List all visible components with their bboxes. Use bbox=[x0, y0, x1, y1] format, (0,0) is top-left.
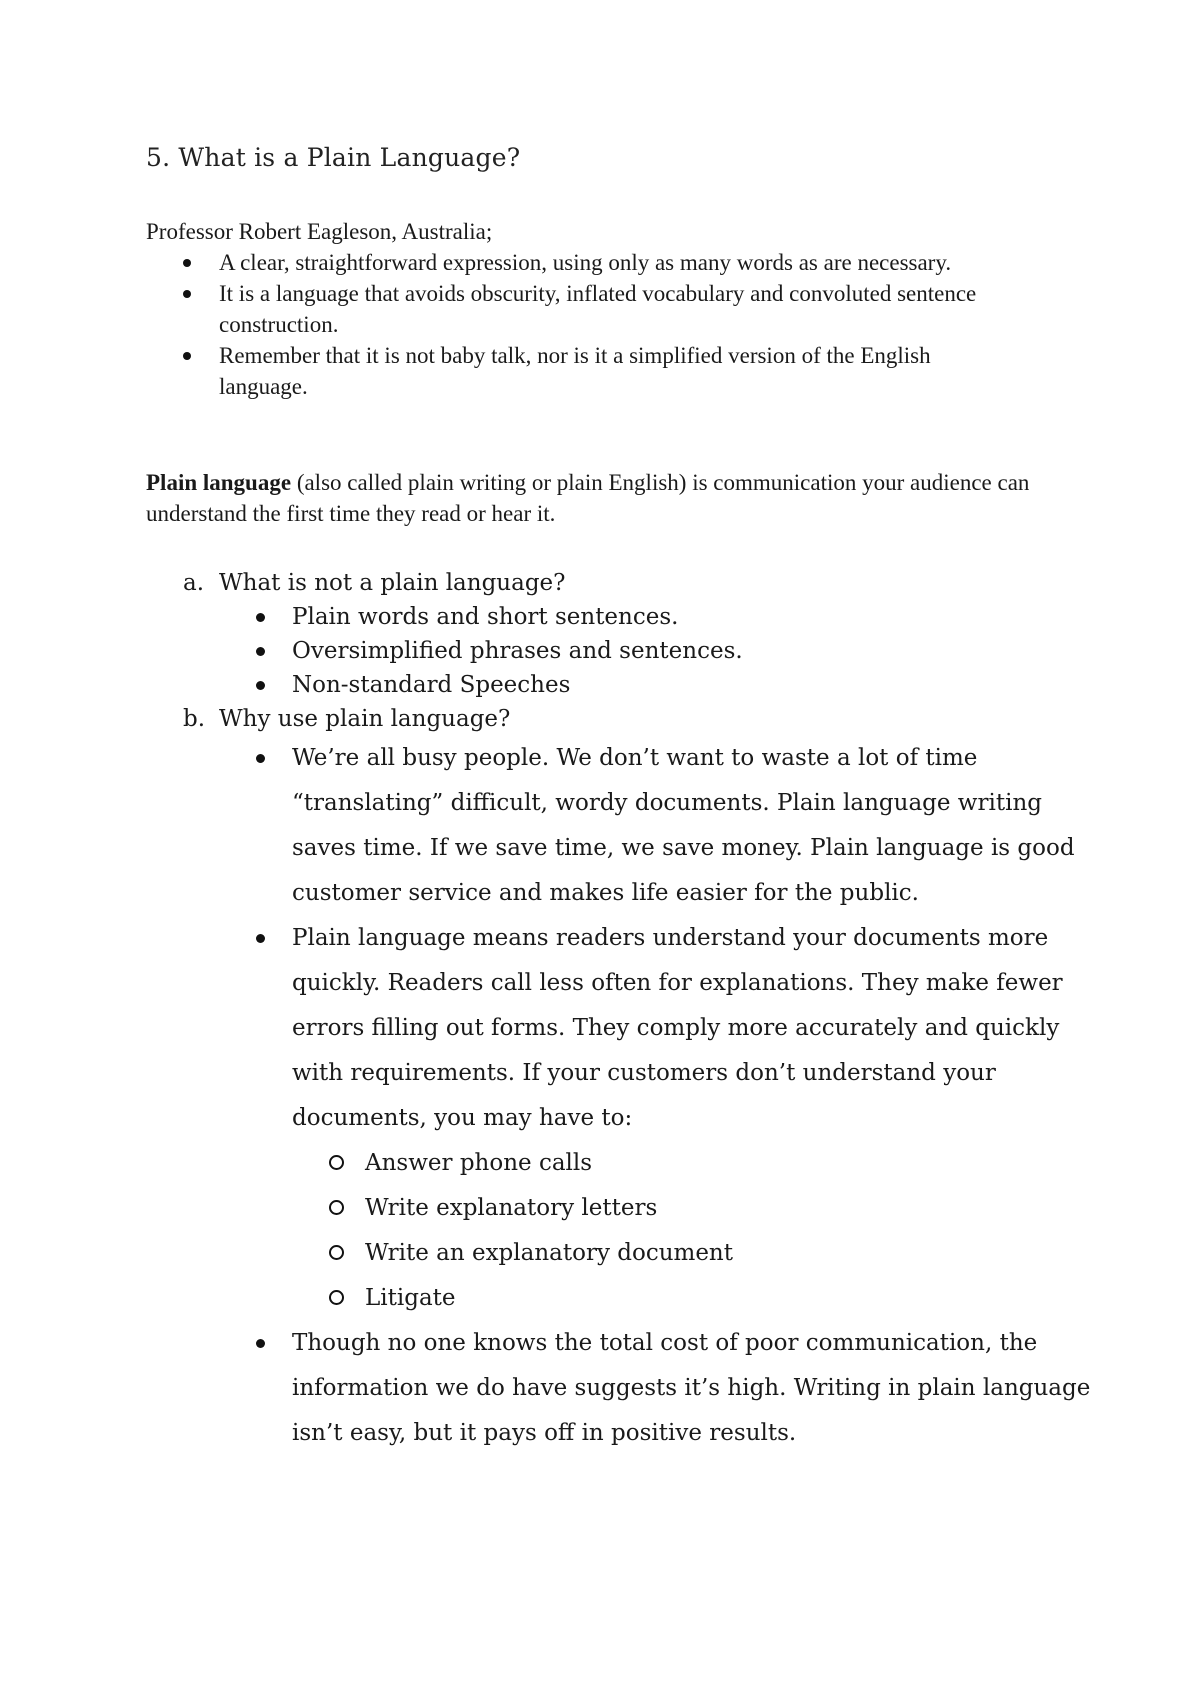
list-item-text: Plain words and short sentences. bbox=[292, 604, 679, 630]
circle-bullet-icon bbox=[329, 1290, 344, 1305]
bullet-icon bbox=[256, 647, 265, 656]
list-marker: b. bbox=[183, 706, 206, 732]
bullet-icon bbox=[256, 1339, 265, 1348]
list-item bbox=[219, 668, 1076, 702]
list-item-text: Non-standard Speeches bbox=[292, 672, 571, 698]
list-item bbox=[292, 1186, 1165, 1231]
list-item bbox=[146, 247, 979, 278]
circle-bullet-icon bbox=[329, 1245, 344, 1260]
list-item bbox=[219, 1321, 1092, 1456]
list-item-text: We’re all busy people. We don’t want to waste a lot of time “translating” difficult, wordy documents. Plain language writing saves time. If we save time, we save money. Plain language is good customer service and makes life easier for the public. bbox=[292, 745, 1075, 906]
bullet-icon bbox=[256, 934, 265, 943]
list-item bbox=[219, 634, 1076, 668]
lettered-item-a bbox=[146, 566, 1076, 702]
list-item-text: Litigate bbox=[365, 1285, 456, 1311]
list-item-text: Though no one knows the total cost of poor communication, the information we do have suggests it’s high. Writing in plain language isn’t easy, but it pays off in positive results. bbox=[292, 1330, 1091, 1446]
list-item bbox=[219, 916, 1092, 1321]
list-item-text: Remember that it is not baby talk, nor is it a simplified version of the English language. bbox=[219, 343, 931, 399]
list-item bbox=[146, 278, 979, 340]
definition-paragraph bbox=[146, 467, 1066, 529]
lettered-item-title: Why use plain language? bbox=[219, 706, 511, 732]
list-item bbox=[292, 1231, 1165, 1276]
list-marker: a. bbox=[183, 570, 205, 596]
definition-term: Plain language bbox=[146, 470, 292, 495]
bullet-icon bbox=[183, 290, 191, 298]
circle-bullet-list bbox=[292, 1141, 1092, 1321]
intro-block bbox=[146, 216, 1066, 402]
list-item bbox=[219, 736, 1092, 916]
list-item-text: Oversimplified phrases and sentences. bbox=[292, 638, 743, 664]
sub-bullet-list bbox=[219, 736, 1091, 1456]
section-heading: 5. What is a Plain Language? bbox=[146, 143, 521, 172]
bullet-icon bbox=[256, 754, 265, 763]
bullet-icon bbox=[183, 352, 191, 360]
list-item-text: It is a language that avoids obscurity, inflated vocabulary and convoluted sentence construction. bbox=[219, 281, 977, 337]
attribution: Professor Robert Eagleson, Australia; bbox=[146, 219, 493, 244]
list-item-text: A clear, straightforward expression, using only as many words as are necessary. bbox=[219, 250, 952, 275]
lettered-list bbox=[146, 566, 1091, 1456]
bullet-icon bbox=[256, 681, 265, 690]
definition-text: (also called plain writing or plain English) is communication your audience can understand the first time they read or hear it. bbox=[146, 470, 1030, 526]
bullet-icon bbox=[183, 259, 191, 267]
list-item bbox=[219, 600, 1076, 634]
list-item bbox=[292, 1141, 1165, 1186]
bullet-icon bbox=[256, 613, 265, 622]
intro-bullet-list bbox=[146, 247, 1066, 402]
sub-bullet-list bbox=[219, 600, 1076, 702]
list-item bbox=[292, 1276, 1165, 1321]
list-item-text: Write an explanatory document bbox=[365, 1240, 733, 1266]
list-item-text: Plain language means readers understand your documents more quickly. Readers call less often for explanations. They make fewer errors filling out forms. They comply more accurately and quickly with requirements. If your customers don’t understand your documents, you may have to: bbox=[292, 925, 1063, 1131]
list-item bbox=[146, 340, 979, 402]
lettered-item-b bbox=[146, 702, 1091, 1456]
list-item-text: Write explanatory letters bbox=[365, 1195, 658, 1221]
circle-bullet-icon bbox=[329, 1200, 344, 1215]
lettered-item-title: What is not a plain language? bbox=[219, 570, 566, 596]
list-item-text: Answer phone calls bbox=[365, 1150, 593, 1176]
circle-bullet-icon bbox=[329, 1155, 344, 1170]
